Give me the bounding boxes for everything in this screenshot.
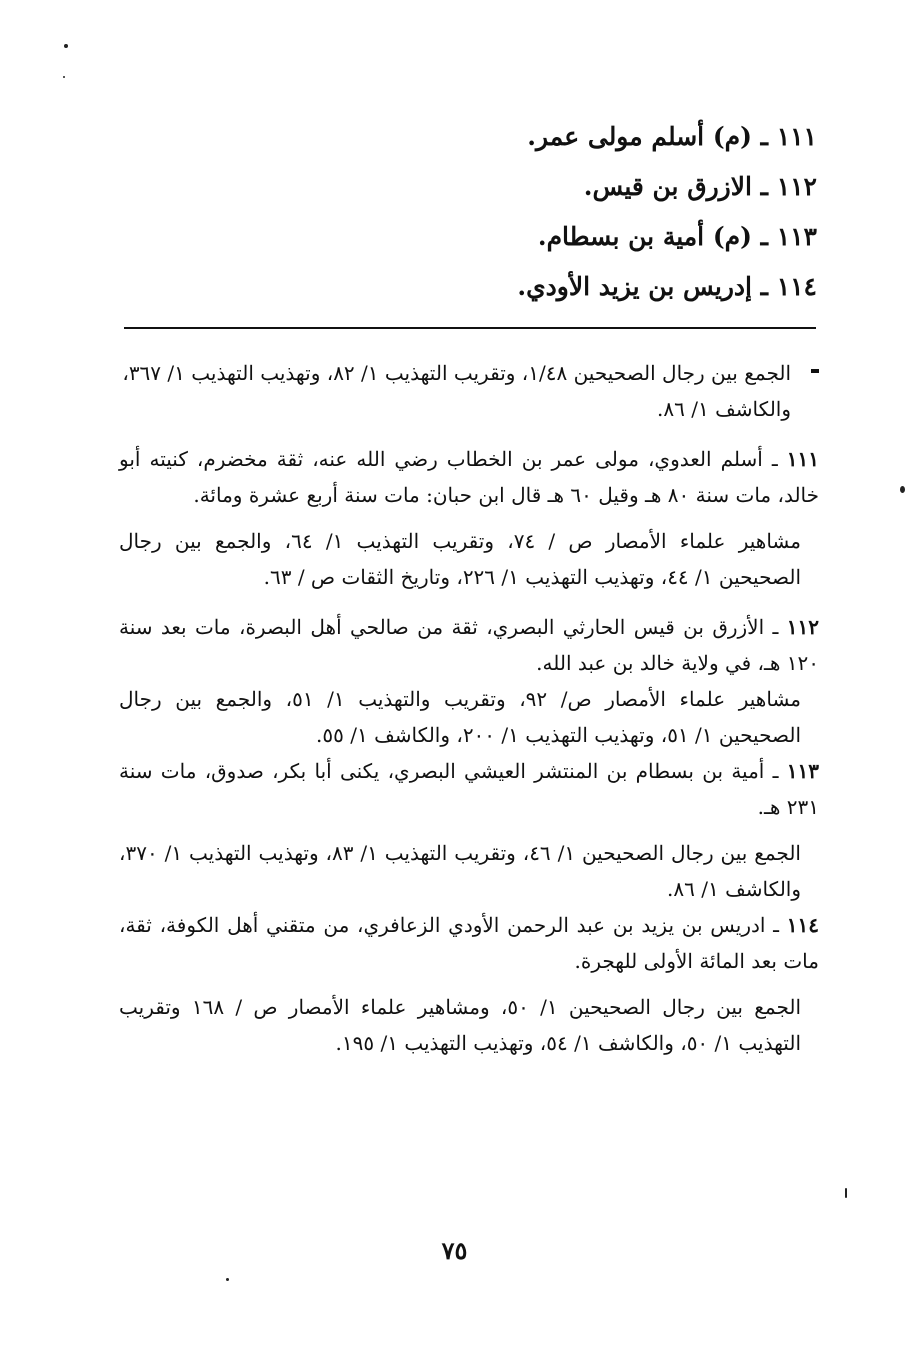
list-item: ١١٢ ـ الازرق بن قيس.	[583, 172, 817, 201]
list-item: ١١٤ ـ إدريس بن يزيد الأودي.	[517, 272, 817, 301]
entry-number: ١١٢	[786, 615, 820, 639]
scan-speck	[900, 486, 905, 493]
scan-speck	[845, 1188, 847, 1198]
footnote-intro	[119, 355, 819, 427]
footnotes	[119, 355, 819, 1061]
footnote-entry-111	[119, 441, 819, 595]
entry-text: ـ أسلم العدوي، مولى عمر بن الخطاب رضي الله عنه، ثقة مخضرم، كنيته أبو خالد، مات سنة ٨٠ هـ وقيل ٦٠ هـ قال ابن حبان: مات سنة أربع عشرة ومائة.	[119, 447, 819, 507]
footnote-entry-114	[119, 907, 819, 1061]
entry-number: ١١٤	[786, 913, 819, 937]
bullet-marker	[811, 369, 819, 373]
reference-text: الجمع بين رجال الصحيحين ١/ ٥٠، ومشاهير علماء الأمصار ص / ١٦٨ وتقريب التهذيب ١/ ٥٠، والكاشف ١/ ٥٤، وتهذيب التهذيب ١/ ١٩٥.	[119, 995, 802, 1055]
scan-speck	[64, 44, 68, 48]
footnote-entry-113	[119, 753, 819, 907]
scan-speck	[226, 1278, 229, 1281]
entry-text: ـ أمية بن بسطام بن المنتشر العيشي البصري، يكنى أبا بكر، صدوق، مات سنة ٢٣١ هـ.	[119, 759, 819, 819]
list-item: ١١٣ ـ (م) أمية بن بسطام.	[537, 222, 817, 251]
entry-text: ـ الأزرق بن قيس الحارثي البصري، ثقة من صالحي أهل البصرة، مات بعد سنة ١٢٠ هـ، في ولاية خالد بن عبد الله.	[119, 615, 819, 675]
footnote-divider	[124, 327, 816, 329]
footnote-entry-112	[119, 609, 819, 753]
reference-text: الجمع بين رجال الصحيحين ١/ ٤٦، وتقريب التهذيب ١/ ٨٣، وتهذيب التهذيب ١/ ٣٧٠، والكاشف ١/ ٨٦.	[119, 841, 801, 901]
entry-text: ـ ادريس بن يزيد بن عبد الرحمن الأودي الزعافري، من متقني أهل الكوفة، ثقة، مات بعد المائة الأولى للهجرة.	[119, 913, 819, 973]
page-number: ٧٥	[441, 1236, 468, 1265]
reference-text: مشاهير علماء الأمصار ص/ ٩٢، وتقريب والتهذيب ١/ ٥١، والجمع بين رجال الصحيحين ١/ ٥١، وتهذيب التهذيب ١/ ٢٠٠، والكاشف ١/ ٥٥.	[119, 687, 801, 747]
entry-number: ١١٣	[786, 759, 819, 783]
list-item: ١١١ ـ (م) أسلم مولى عمر.	[527, 122, 817, 151]
reference-text: الجمع بين رجال الصحيحين ١/٤٨، وتقريب التهذيب ١/ ٨٢، وتهذيب التهذيب ١/ ٣٦٧، والكاشف ١/ ٨٦.	[122, 361, 791, 421]
narrator-list	[297, 112, 817, 312]
entry-number: ١١١	[786, 447, 819, 471]
scan-speck	[63, 76, 65, 78]
reference-text: مشاهير علماء الأمصار ص / ٧٤، وتقريب التهذيب ١/ ٦٤، والجمع بين رجال الصحيحين ١/ ٤٤، وتهذيب التهذيب ١/ ٢٢٦، وتاريخ الثقات ص / ٦٣.	[119, 529, 801, 589]
